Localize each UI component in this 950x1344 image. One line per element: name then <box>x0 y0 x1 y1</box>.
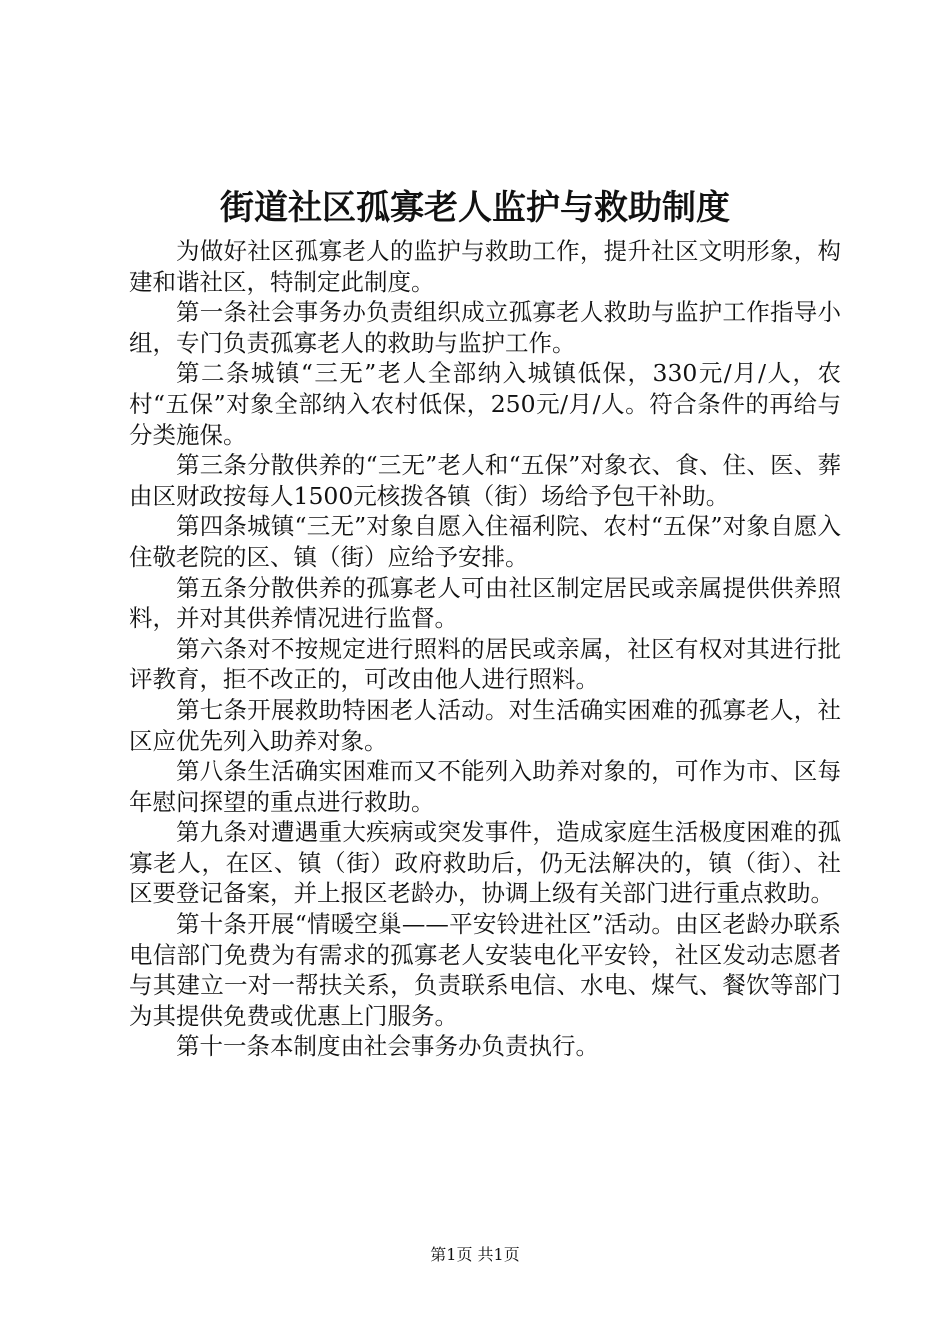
paragraph-article-1: 第一条社会事务办负责组织成立孤寡老人救助与监护工作指导小组，专门负责孤寡老人的救助与监护工作。 <box>129 298 841 357</box>
paragraph-article-2: 第二条城镇“三无”老人全部纳入城镇低保，330元/月/人，农村“五保”对象全部纳入农村低保，250元/月/人。符合条件的再给与分类施保。 <box>129 359 841 449</box>
document-body <box>129 236 841 1062</box>
page-footer: 第1页 共1页 <box>430 1245 520 1264</box>
paragraph-intro: 为做好社区孤寡老人的监护与救助工作，提升社区文明形象，构建和谐社区，特制定此制度。 <box>129 237 841 296</box>
paragraph-article-11: 第十一条本制度由社会事务办负责执行。 <box>176 1032 599 1061</box>
paragraph-article-5: 第五条分散供养的孤寡老人可由社区制定居民或亲属提供供养照料，并对其供养情况进行监督。 <box>129 573 841 633</box>
paragraph-article-8: 第八条生活确实困难而又不能列入助养对象的，可作为市、区每年慰问探望的重点进行救助。 <box>129 757 841 816</box>
paragraph-article-10: 第十条开展“情暖空巢——平安铃进社区”活动。由区老龄办联系电信部门免费为有需求的孤寡老人安装电化平安铃，社区发动志愿者与其建立一对一帮扶关系，负责联系电信、水电、煤气、餐饮等部门为其提供免费或优惠上门服务。 <box>129 910 841 1030</box>
paragraph-article-9: 第九条对遭遇重大疾病或突发事件，造成家庭生活极度困难的孤寡老人，在区、镇（街）政府救助后，仍无法解决的，镇（街）、社区要登记备案，并上报区老龄办，协调上级有关部门进行重点救助。 <box>129 818 841 908</box>
paragraph-article-3: 第三条分散供养的“三无”老人和“五保”对象衣、食、住、医、葬由区财政按每人1500元核拨各镇（街）场给予包干补助。 <box>129 451 841 510</box>
paragraph-article-6: 第六条对不按规定进行照料的居民或亲属，社区有权对其进行批评教育，拒不改正的，可改由他人进行照料。 <box>129 634 841 694</box>
paragraph-article-4: 第四条城镇“三无”对象自愿入住福利院、农村“五保”对象自愿入住敬老院的区、镇（街）应给予安排。 <box>129 512 841 571</box>
document-title: 街道社区孤寡老人监护与救助制度 <box>220 188 730 228</box>
paragraph-article-7: 第七条开展救助特困老人活动。对生活确实困难的孤寡老人，社区应优先列入助养对象。 <box>129 695 841 755</box>
